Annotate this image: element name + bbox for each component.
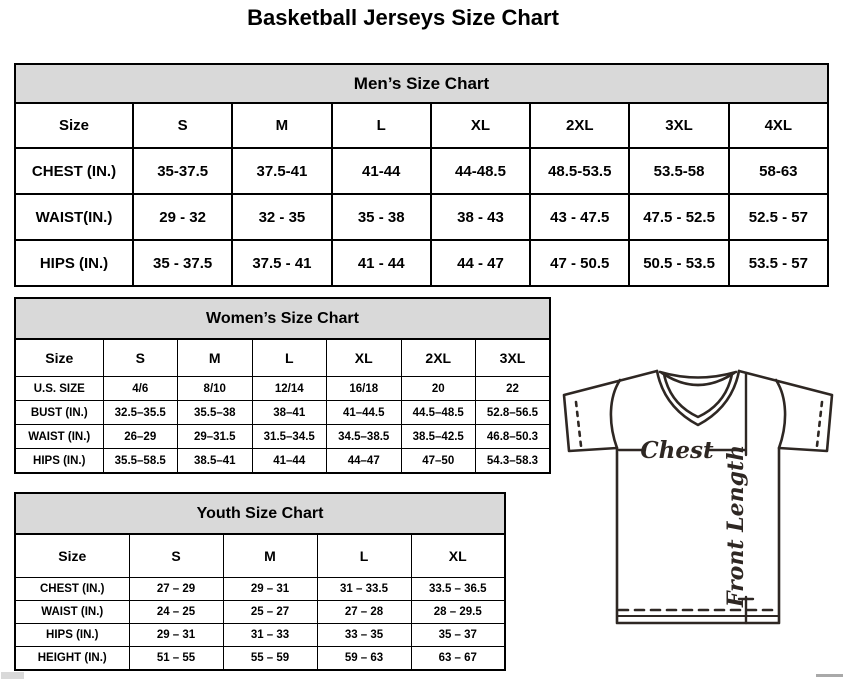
row-label: U.S. SIZE: [15, 377, 103, 401]
value-cell: 32.5–35.5: [103, 401, 178, 425]
value-cell: 35 - 38: [332, 194, 431, 240]
value-cell: 33 – 35: [317, 624, 411, 647]
value-cell: 53.5 - 57: [729, 240, 828, 286]
front-length-label: Front Length: [723, 444, 749, 608]
value-cell: 46.8–50.3: [476, 425, 551, 449]
page-title: Basketball Jerseys Size Chart: [247, 5, 559, 30]
value-cell: 26–29: [103, 425, 178, 449]
youth-size-header-row: [15, 534, 505, 578]
value-cell: 37.5-41: [232, 148, 331, 194]
row-label: WAIST (IN.): [15, 425, 103, 449]
mens-waist-row: [15, 194, 828, 240]
jersey-measurement-diagram: [556, 361, 842, 657]
value-cell: 54.3–58.3: [476, 449, 551, 474]
value-cell: 41–44.5: [327, 401, 402, 425]
value-cell: 27 – 29: [129, 578, 223, 601]
value-cell: 16/18: [327, 377, 402, 401]
womens-hips-row: [15, 449, 550, 474]
value-cell: 31 – 33.5: [317, 578, 411, 601]
column-header: S: [129, 534, 223, 578]
value-cell: 41-44: [332, 148, 431, 194]
value-cell: 55 – 59: [223, 647, 317, 671]
value-cell: 20: [401, 377, 476, 401]
mens-table-title-row: [15, 64, 828, 103]
column-header: 2XL: [401, 339, 476, 377]
row-label: HEIGHT (IN.): [15, 647, 129, 671]
womens-bust-row: [15, 401, 550, 425]
size-header-label: Size: [15, 534, 129, 578]
womens-size-header-row: [15, 339, 550, 377]
row-label: WAIST(IN.): [15, 194, 133, 240]
row-label: BUST (IN.): [15, 401, 103, 425]
value-cell: 33.5 – 36.5: [411, 578, 505, 601]
mens-chest-row: [15, 148, 828, 194]
column-header: L: [252, 339, 327, 377]
youth-height-row: [15, 647, 505, 671]
chest-label: Chest: [640, 437, 714, 464]
column-header: 4XL: [729, 103, 828, 148]
value-cell: 35.5–58.5: [103, 449, 178, 474]
value-cell: 52.5 - 57: [729, 194, 828, 240]
value-cell: 44 - 47: [431, 240, 530, 286]
column-header: XL: [431, 103, 530, 148]
womens-table-title: Women’s Size Chart: [15, 298, 550, 339]
value-cell: 44–47: [327, 449, 402, 474]
value-cell: 4/6: [103, 377, 178, 401]
column-header: M: [223, 534, 317, 578]
value-cell: 58-63: [729, 148, 828, 194]
value-cell: 32 - 35: [232, 194, 331, 240]
jersey-cuff-stitch-left: [576, 402, 581, 446]
size-header-label: Size: [15, 339, 103, 377]
value-cell: 47.5 - 52.5: [629, 194, 728, 240]
mens-size-header-row: [15, 103, 828, 148]
value-cell: 35 - 37.5: [133, 240, 232, 286]
value-cell: 31.5–34.5: [252, 425, 327, 449]
value-cell: 41–44: [252, 449, 327, 474]
value-cell: 50.5 - 53.5: [629, 240, 728, 286]
value-cell: 53.5-58: [629, 148, 728, 194]
row-label: HIPS (IN.): [15, 449, 103, 474]
value-cell: 44-48.5: [431, 148, 530, 194]
jersey-outline: [564, 371, 832, 623]
row-label: WAIST (IN.): [15, 601, 129, 624]
womens-waist-row: [15, 425, 550, 449]
youth-hips-row: [15, 624, 505, 647]
value-cell: 44.5–48.5: [401, 401, 476, 425]
womens-table-title-row: [15, 298, 550, 339]
row-label: HIPS (IN.): [15, 624, 129, 647]
column-header: L: [332, 103, 431, 148]
value-cell: 59 – 63: [317, 647, 411, 671]
value-cell: 47 - 50.5: [530, 240, 629, 286]
value-cell: 63 – 67: [411, 647, 505, 671]
value-cell: 29 – 31: [129, 624, 223, 647]
value-cell: 41 - 44: [332, 240, 431, 286]
value-cell: 38 - 43: [431, 194, 530, 240]
jersey-armhole-left: [611, 380, 620, 448]
value-cell: 29–31.5: [178, 425, 253, 449]
column-header: 2XL: [530, 103, 629, 148]
value-cell: 8/10: [178, 377, 253, 401]
value-cell: 12/14: [252, 377, 327, 401]
jersey-collar-arc-shallow: [660, 372, 736, 378]
column-header: S: [103, 339, 178, 377]
jersey-armhole-right: [776, 380, 785, 448]
column-header: S: [133, 103, 232, 148]
womens-size-chart-table: [14, 297, 551, 474]
value-cell: 43 - 47.5: [530, 194, 629, 240]
bottom-left-artifact: [1, 672, 24, 679]
value-cell: 31 – 33: [223, 624, 317, 647]
value-cell: 28 – 29.5: [411, 601, 505, 624]
bottom-right-artifact: [816, 674, 843, 677]
column-header: L: [317, 534, 411, 578]
value-cell: 38–41: [252, 401, 327, 425]
value-cell: 37.5 - 41: [232, 240, 331, 286]
value-cell: 35.5–38: [178, 401, 253, 425]
column-header: M: [178, 339, 253, 377]
column-header: 3XL: [629, 103, 728, 148]
youth-chest-row: [15, 578, 505, 601]
mens-table-title: Men’s Size Chart: [15, 64, 828, 103]
youth-size-chart-table: [14, 492, 506, 671]
value-cell: 52.8–56.5: [476, 401, 551, 425]
row-label: CHEST (IN.): [15, 148, 133, 194]
value-cell: 47–50: [401, 449, 476, 474]
value-cell: 51 – 55: [129, 647, 223, 671]
youth-table-title-row: [15, 493, 505, 534]
value-cell: 24 – 25: [129, 601, 223, 624]
value-cell: 38.5–42.5: [401, 425, 476, 449]
row-label: CHEST (IN.): [15, 578, 129, 601]
jersey-cuff-stitch-right: [817, 402, 822, 446]
youth-table-title: Youth Size Chart: [15, 493, 505, 534]
mens-hips-row: [15, 240, 828, 286]
value-cell: 29 – 31: [223, 578, 317, 601]
womens-ussize-row: [15, 377, 550, 401]
column-header: M: [232, 103, 331, 148]
size-header-label: Size: [15, 103, 133, 148]
value-cell: 48.5-53.5: [530, 148, 629, 194]
value-cell: 22: [476, 377, 551, 401]
youth-waist-row: [15, 601, 505, 624]
value-cell: 35 – 37: [411, 624, 505, 647]
column-header: 3XL: [476, 339, 551, 377]
value-cell: 27 – 28: [317, 601, 411, 624]
column-header: XL: [411, 534, 505, 578]
column-header: XL: [327, 339, 402, 377]
value-cell: 35-37.5: [133, 148, 232, 194]
row-label: HIPS (IN.): [15, 240, 133, 286]
value-cell: 25 – 27: [223, 601, 317, 624]
value-cell: 34.5–38.5: [327, 425, 402, 449]
mens-size-chart-table: [14, 63, 829, 287]
value-cell: 38.5–41: [178, 449, 253, 474]
value-cell: 29 - 32: [133, 194, 232, 240]
